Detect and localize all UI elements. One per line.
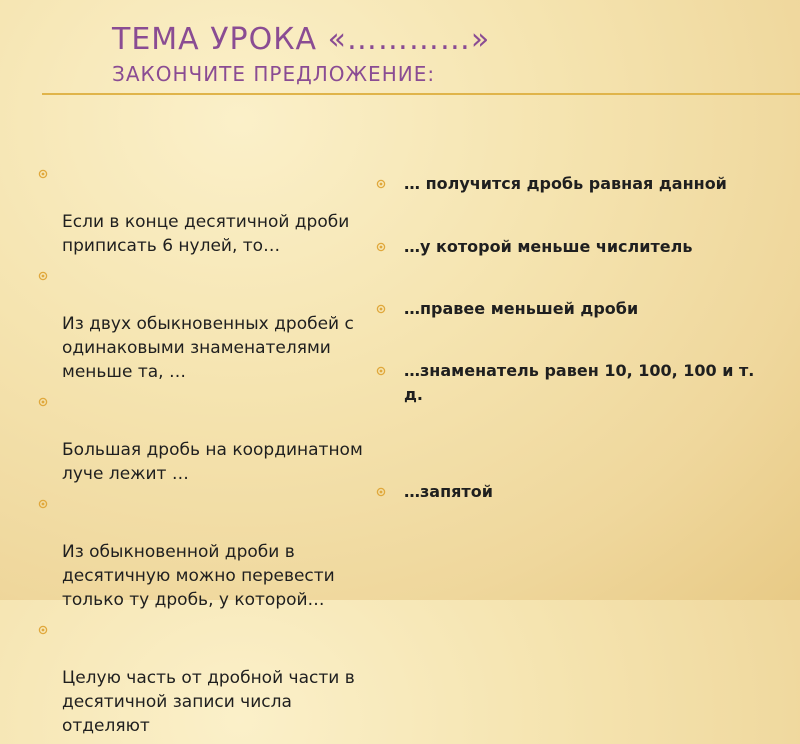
ornament-bullet-icon [38,169,48,179]
list-item [372,297,800,321]
ornament-bullet-icon [376,487,386,497]
ornament-bullet-icon [376,366,386,376]
list-item [36,618,376,738]
list-item [372,359,800,407]
list-item-text: …запятой [404,482,493,501]
list-item [36,390,376,486]
sentence-starts-list [36,162,376,744]
ornament-bullet-icon [38,625,48,635]
list-item-text: … получится дробь равная данной [404,174,727,193]
list-item [372,235,800,259]
slide-subtitle: ЗАКОНЧИТЕ ПРЕДЛОЖЕНИЕ: [112,62,436,86]
slide-title: ТЕМА УРОКА «…………» [112,22,491,57]
list-item [36,492,376,612]
ornament-bullet-icon [38,499,48,509]
list-item-text: Из обыкновенной дроби в десятичную можно перевести только ту дробь, у которой… [62,542,335,610]
title-divider [42,93,800,95]
list-item-text: Если в конце десятичной дроби приписать 6 нулей, то… [62,212,350,256]
ornament-bullet-icon [376,179,386,189]
list-item-text: Большая дробь на координатном луче лежит … [62,440,363,484]
list-item-text: …правее меньшей дроби [404,299,639,318]
title-block [112,20,792,88]
list-item-text: …у которой меньше числитель [404,237,693,256]
list-item [36,162,376,258]
ornament-bullet-icon [38,397,48,407]
ornament-bullet-icon [376,242,386,252]
ornament-bullet-icon [38,271,48,281]
ornament-bullet-icon [376,304,386,314]
list-item [372,172,800,196]
list-item-text: Целую часть от дробной части в десятичной записи числа отделяют [62,668,355,736]
list-item-text-continued: д. [404,385,423,404]
list-item-text: …знаменатель равен 10, 100, 100 и т. [404,361,755,380]
list-item [36,264,376,384]
list-item-text: Из двух обыкновенных дробей с одинаковыми знаменателями меньше та, … [62,314,354,382]
list-item [372,480,800,504]
